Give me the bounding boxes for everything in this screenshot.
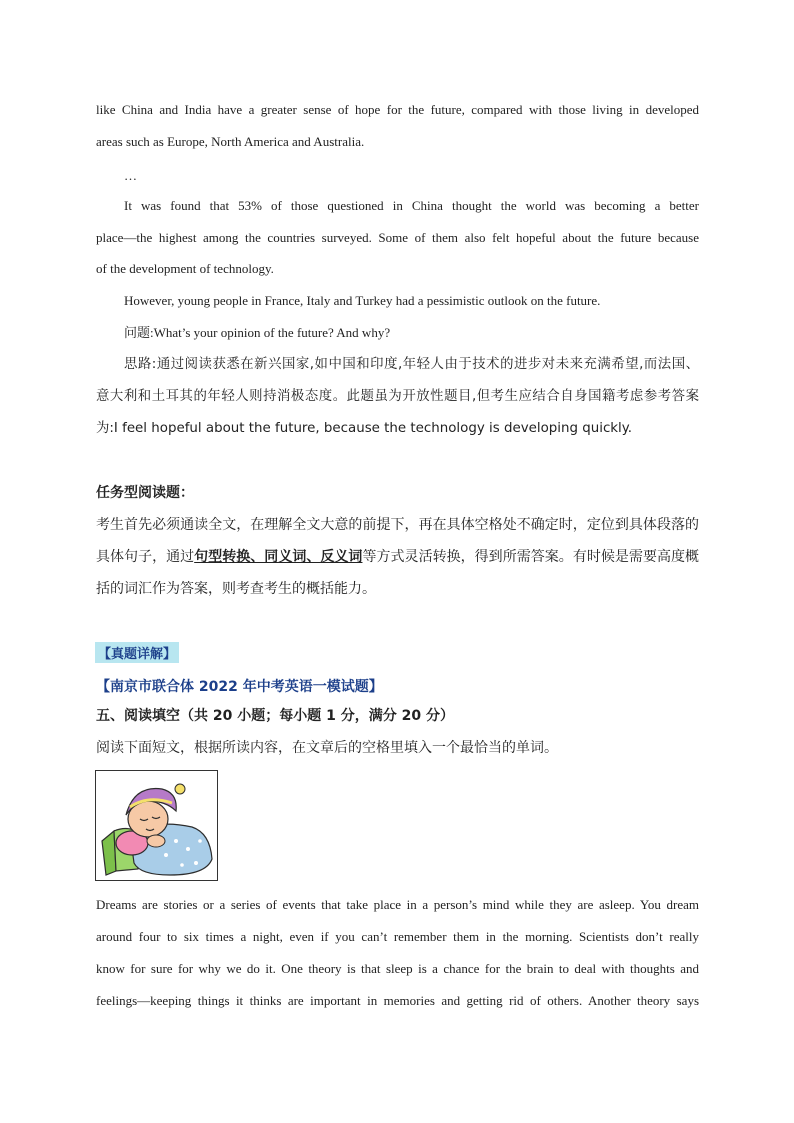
idea-line-3: 为:I feel hopeful about the future, because the technology is developing quickly.: [96, 421, 633, 436]
paragraph-1-line-1: like China and India have a greater sense of hope for the future, compared with those living in developed: [96, 102, 699, 117]
dream-line-2: around four to six times a night, even if you can’t remember them in the morning. Scientists don’t really: [96, 929, 699, 944]
task-line-2-post: 等方式灵活转换，得到所需答案。有时候是需要高度概: [362, 549, 700, 565]
dream-line-4: feelings—keeping things it thinks are important in memories and getting rid of others. Another theory says: [96, 993, 699, 1008]
idea-line-2: 意大利和土耳其的年轻人则持消极态度。此题虽为开放性题目,但考生应结合自身国籍考虑参考答案: [96, 389, 699, 404]
task-line-2: [96, 549, 699, 565]
paragraph-3: However, young people in France, Italy and Turkey had a pessimistic outlook on the future.: [124, 293, 601, 308]
task-line-2-underlined: 句型转换、同义词、反义词: [194, 549, 363, 565]
dream-line-1: Dreams are stories or a series of events that take place in a person’s mind while they are asleep. You dream: [96, 897, 699, 912]
section-tag: 【真题详解】: [95, 642, 179, 663]
task-line-3: 括的词汇作为答案，则考查考生的概括能力。: [96, 581, 376, 597]
exam-source-title: 【南京市联合体 2022 年中考英语一模试题】: [96, 679, 383, 695]
sleeping-child-icon: [96, 771, 217, 880]
section-heading: 五、阅读填空（共 20 小题；每小题 1 分，满分 20 分）: [96, 708, 454, 724]
paragraph-2-line-1: It was found that 53% of those questioned in China thought the world was becoming a better: [124, 198, 699, 213]
idea-line-1: 思路:通过阅读获悉在新兴国家,如中国和印度,年轻人由于技术的进步对未来充满希望,而法国、: [124, 357, 699, 372]
sleeping-child-illustration: [95, 770, 218, 881]
ellipsis: …: [124, 168, 137, 183]
dream-line-3: know for sure for why we do it. One theory is that sleep is a chance for the brain to deal with thoughts and: [96, 961, 699, 976]
question-line: 问题:What’s your opinion of the future? And why?: [124, 325, 391, 340]
paragraph-1-line-2: areas such as Europe, North America and Australia.: [96, 134, 365, 149]
paragraph-2-line-3: of the development of technology.: [96, 261, 274, 276]
paragraph-2-line-2: place—the highest among the countries surveyed. Some of them also felt hopeful about the future because: [96, 230, 699, 245]
task-heading: 任务型阅读题：: [96, 485, 194, 501]
task-line-1: 考生首先必须通读全文，在理解全文大意的前提下，再在具体空格处不确定时，定位到具体段落的: [96, 517, 699, 533]
instruction-line: 阅读下面短文，根据所读内容，在文章后的空格里填入一个最恰当的单词。: [96, 740, 558, 756]
task-line-2-pre: 具体句子，通过: [96, 549, 195, 565]
